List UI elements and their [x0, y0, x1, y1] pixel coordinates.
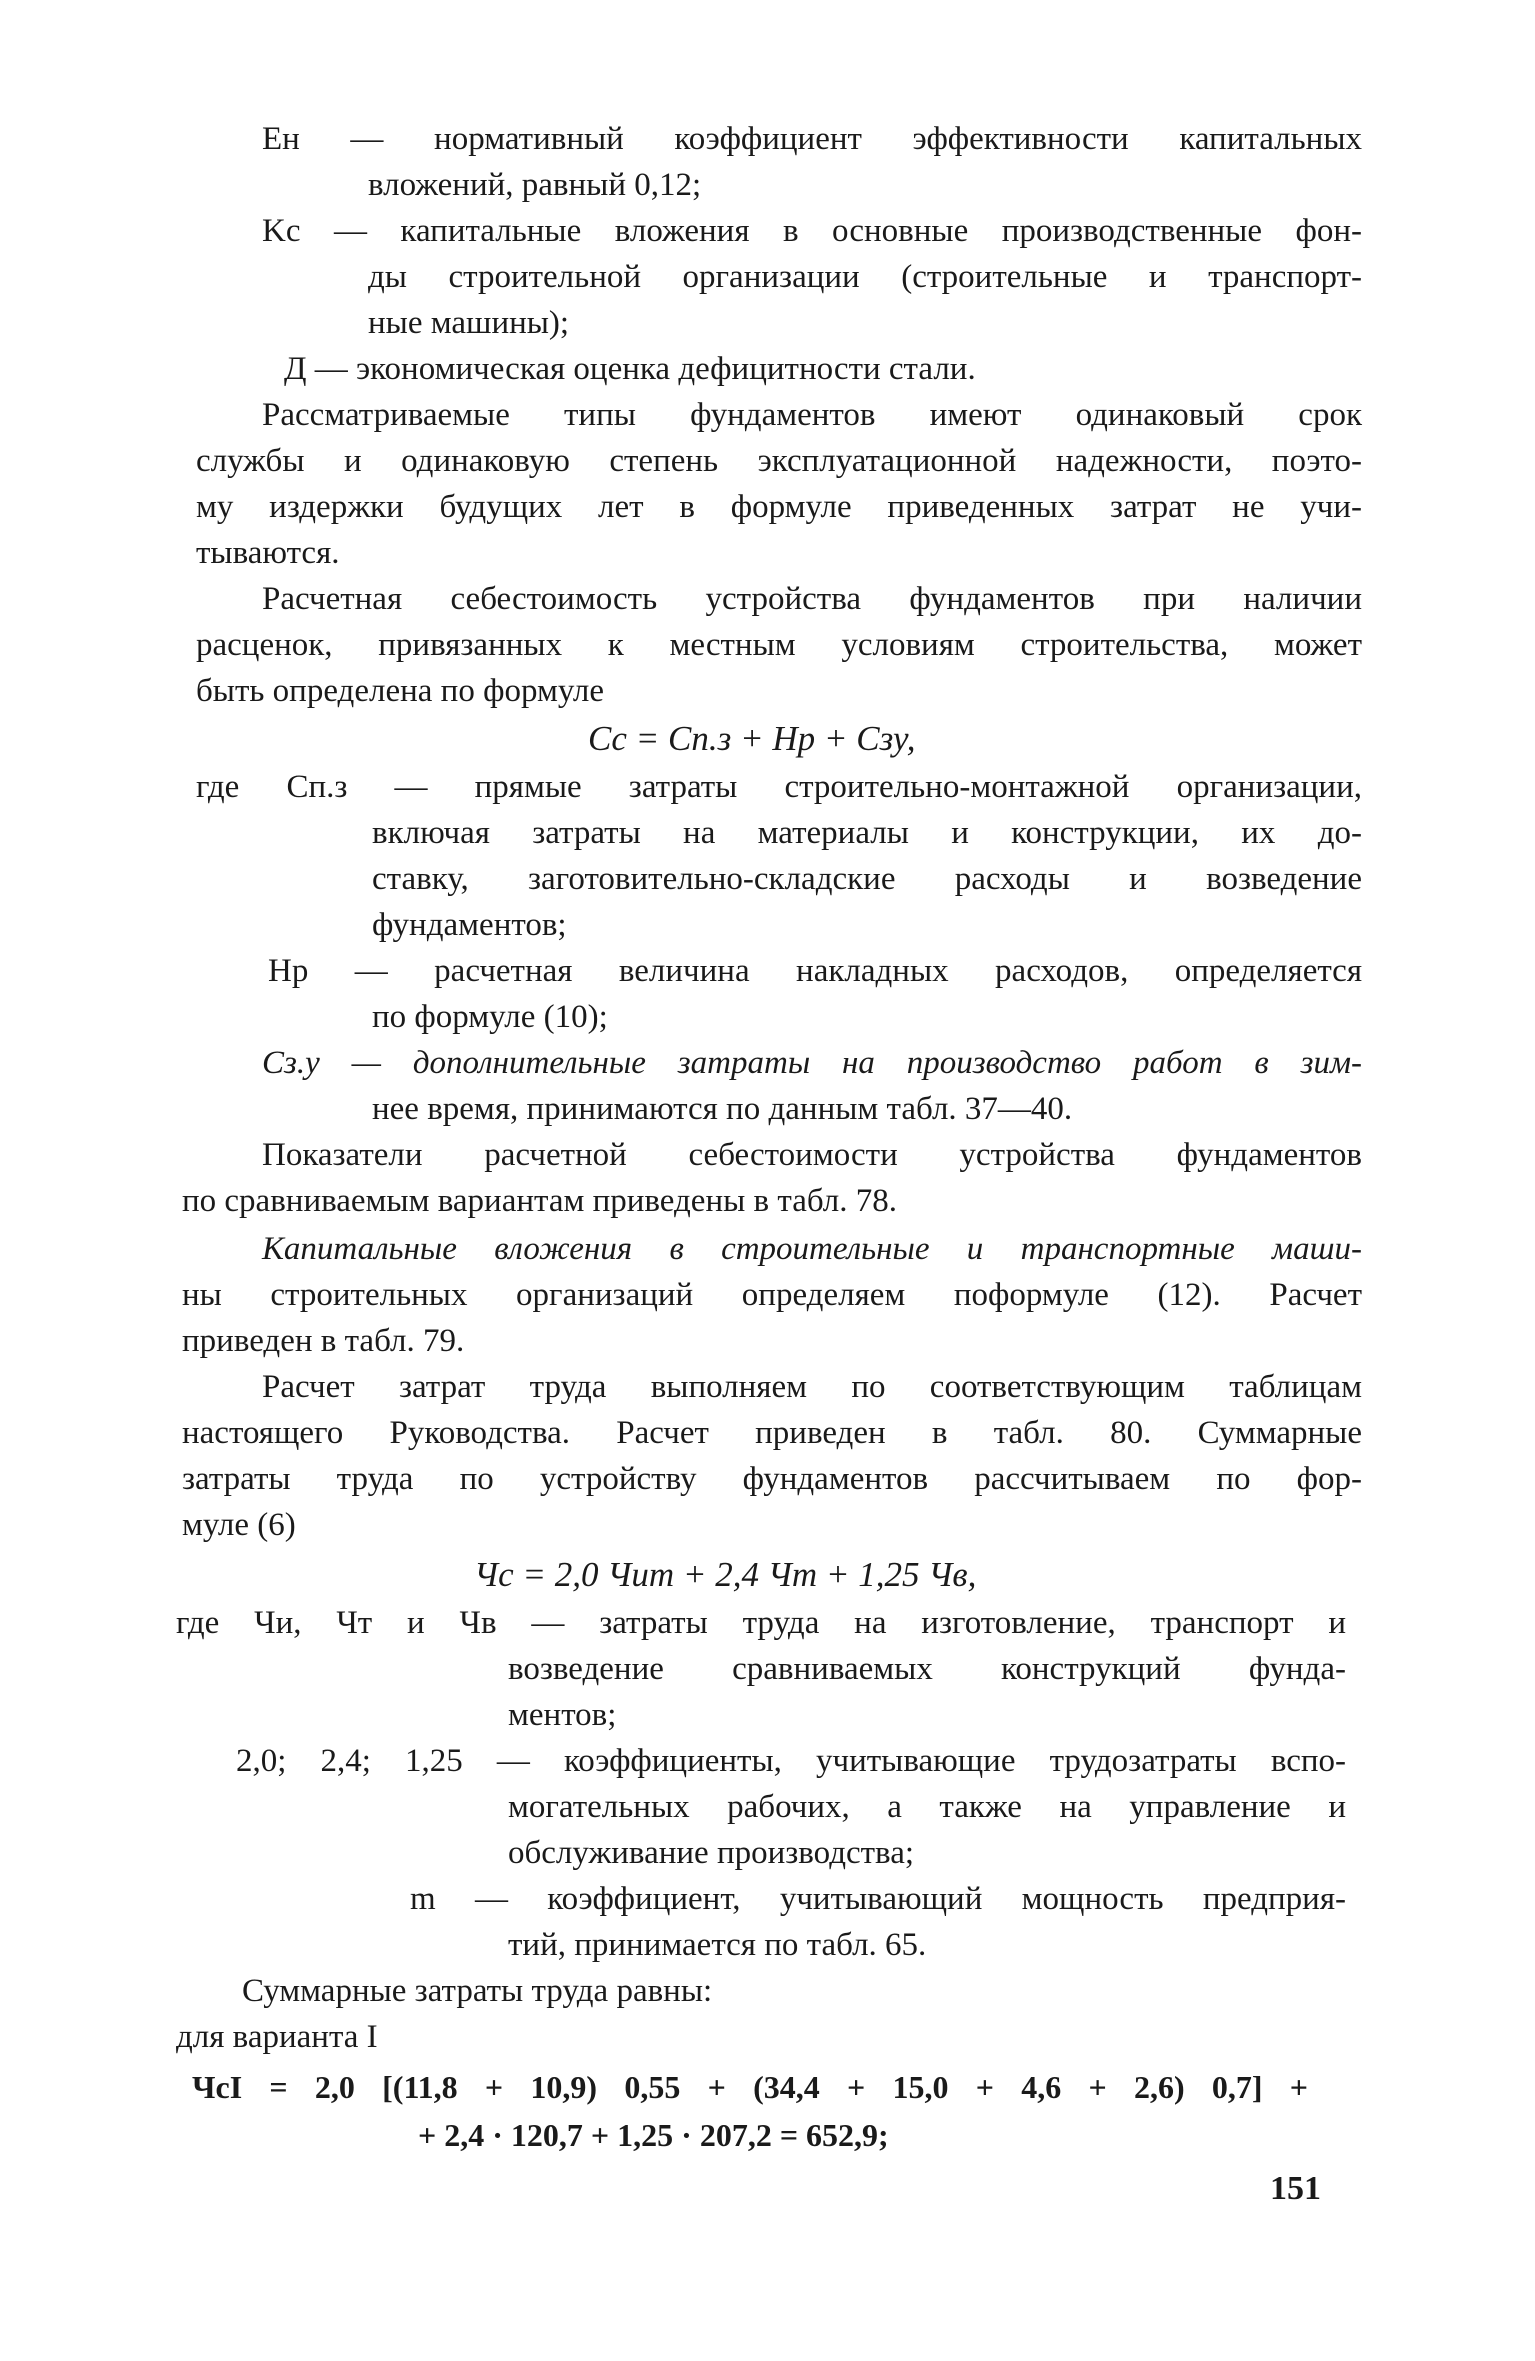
page-number: 151	[1270, 2170, 1321, 2207]
formula-cost: Cс = Cп.з + Hр + Cзу,	[588, 719, 916, 758]
definition-line: ные машины);	[368, 305, 570, 341]
paragraph-line: по сравниваемым вариантам приведены в табл. 78.	[182, 1183, 898, 1219]
paragraph-line: Рассматриваемые типы фундаментов имеют одинаковый срок	[262, 397, 1362, 433]
definition-line: нее время, принимаются по данным табл. 37—40.	[372, 1091, 1073, 1127]
definition-line: Kс — капитальные вложения в основные производственные фон-	[262, 213, 1362, 249]
paragraph-line: ны строительных организаций определяем поформуле (12). Расчет	[182, 1277, 1362, 1313]
definition-line: фундаментов;	[372, 907, 567, 943]
definition-line: могательных рабочих, а также на управление и	[508, 1789, 1346, 1825]
definition-line: где Cп.з — прямые затраты строительно-монтажной организации,	[196, 769, 1362, 805]
definition-line: по формуле (10);	[372, 999, 608, 1035]
definition-line: Eн — нормативный коэффициент эффективности капитальных	[262, 121, 1362, 157]
paragraph-line: затраты труда по устройству фундаментов рассчитываем по фор-	[182, 1461, 1362, 1497]
formula-variant-1-line1: ЧсI = 2,0 [(11,8 + 10,9) 0,55 + (34,4 + 15,0 + 4,6 + 2,6) 0,7] +	[192, 2069, 1308, 2105]
formula-variant-1-line2: + 2,4 · 120,7 + 1,25 · 207,2 = 652,9;	[418, 2117, 889, 2153]
definition-line: m — коэффициент, учитывающий мощность предприя-	[410, 1881, 1346, 1917]
definition-line: возведение сравниваемых конструкций фунда-	[508, 1651, 1346, 1687]
paragraph-line: настоящего Руководства. Расчет приведен в табл. 80. Суммарные	[182, 1415, 1362, 1451]
definition-line: обслуживание производства;	[508, 1835, 915, 1871]
definition-line: Hр — расчетная величина накладных расходов, определяется	[268, 953, 1362, 989]
paragraph-line: расценок, привязанных к местным условиям строительства, может	[196, 627, 1362, 663]
variant-label: для варианта I	[176, 2019, 378, 2055]
paragraph-line: Капитальные вложения в строительные и транспортные маши-	[262, 1231, 1362, 1267]
definition-line: ды строительной организации (строительные и транспорт-	[368, 259, 1362, 295]
definition-line: 2,0; 2,4; 1,25 — коэффициенты, учитывающие трудозатраты вспо-	[236, 1743, 1346, 1779]
paragraph-line: тываются.	[196, 535, 340, 571]
paragraph-line: му издержки будущих лет в формуле приведенных затрат не учи-	[196, 489, 1362, 525]
definition-line: где Чи, Чт и Чв — затраты труда на изготовление, транспорт и	[176, 1605, 1346, 1641]
paragraph-line: Расчетная себестоимость устройства фундаментов при наличии	[262, 581, 1362, 617]
paragraph-line: Показатели расчетной себестоимости устройства фундаментов	[262, 1137, 1362, 1173]
paragraph-line: Расчет затрат труда выполняем по соответствующим таблицам	[262, 1369, 1362, 1405]
definition-line: Д — экономическая оценка дефицитности стали.	[284, 351, 976, 387]
paragraph-line: быть определена по формуле	[196, 673, 605, 709]
paragraph-line: приведен в табл. 79.	[182, 1323, 465, 1359]
definition-line: Cз.у — дополнительные затраты на производство работ в зим-	[262, 1045, 1362, 1081]
definition-line: ставку, заготовительно-складские расходы и возведение	[372, 861, 1362, 897]
paragraph-line: службы и одинаковую степень эксплуатационной надежности, поэто-	[196, 443, 1362, 479]
definition-line: вложений, равный 0,12;	[368, 167, 702, 203]
paragraph-line: муле (6)	[182, 1507, 296, 1543]
definition-line: тий, принимается по табл. 65.	[508, 1927, 927, 1963]
summary-label: Суммарные затраты труда равны:	[242, 1973, 713, 2009]
definition-line: ментов;	[508, 1697, 617, 1733]
formula-labor: Чс = 2,0 Чиm + 2,4 Чт + 1,25 Чв,	[474, 1555, 977, 1594]
definition-line: включая затраты на материалы и конструкции, их до-	[372, 815, 1362, 851]
